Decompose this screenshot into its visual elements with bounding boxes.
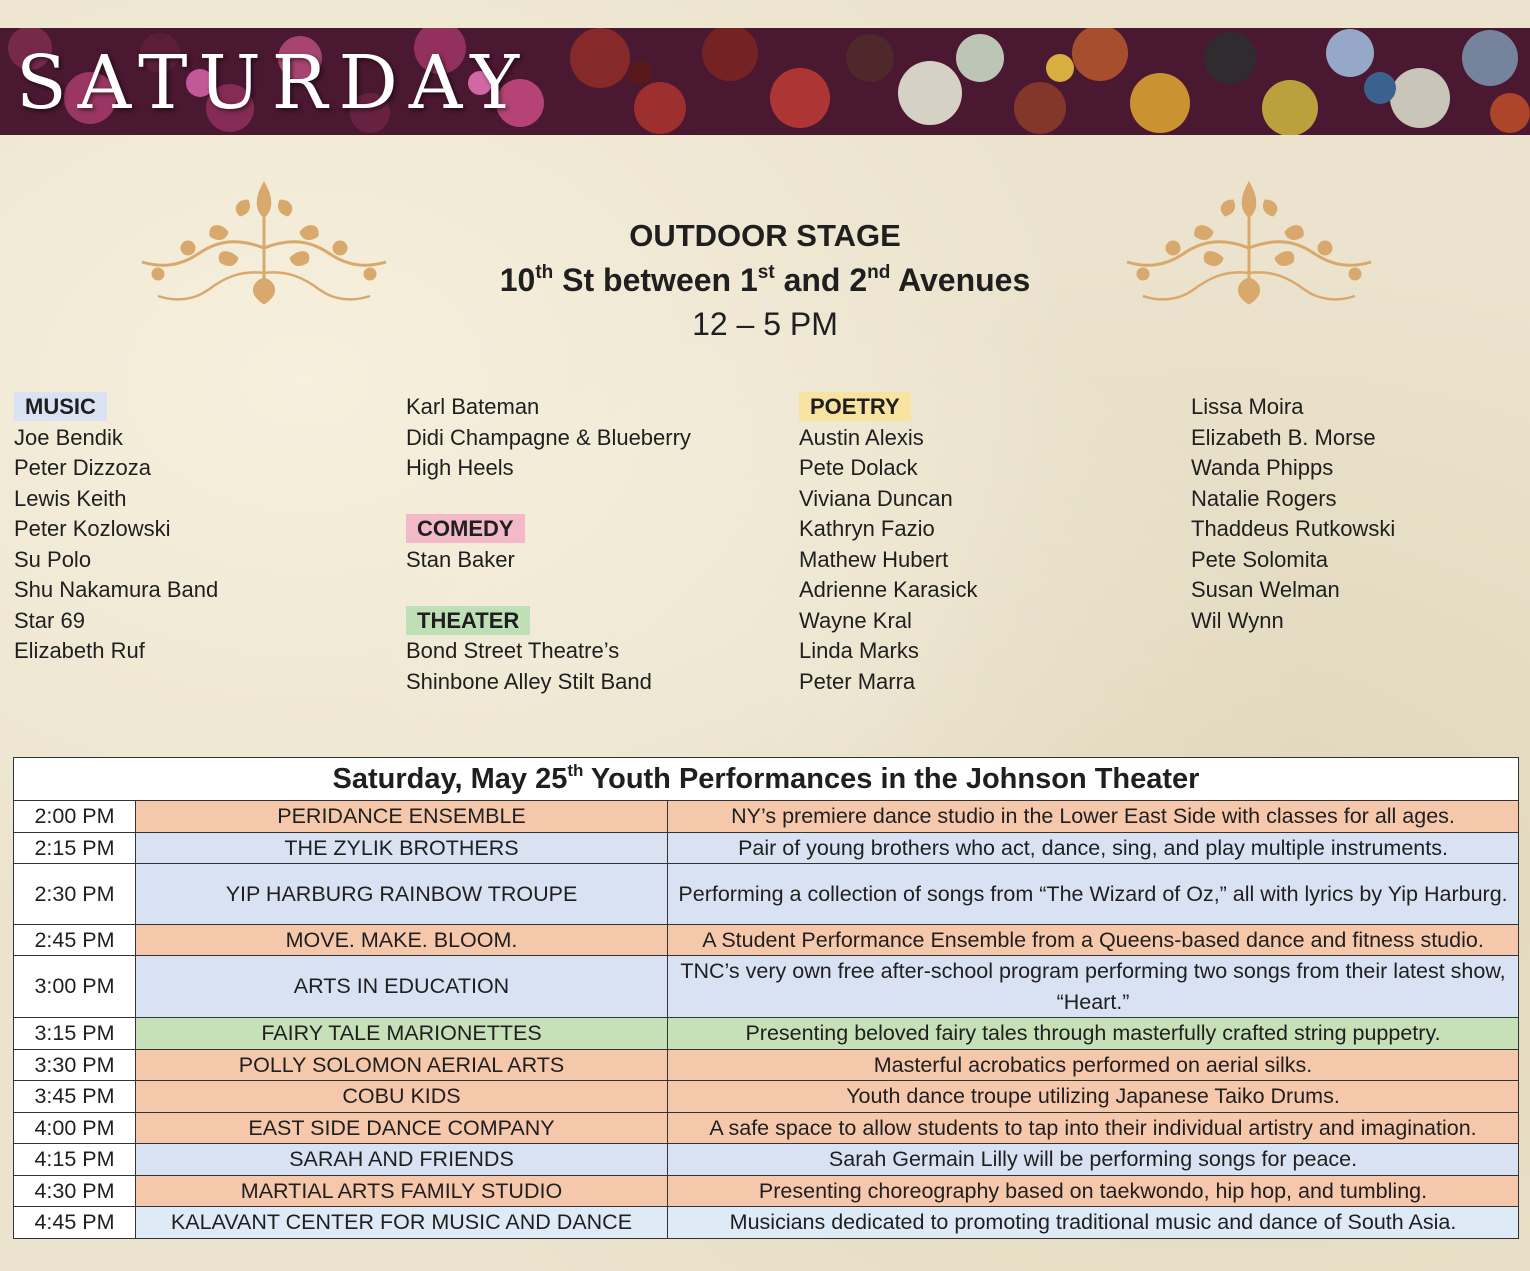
lineup-column-music-comedy-theater xyxy=(406,392,691,697)
performer-name: Lewis Keith xyxy=(14,485,127,511)
saturday-banner xyxy=(0,28,1530,135)
performer-name: Pete Dolack xyxy=(799,455,918,480)
performer-name: Bond Street Theatre’s xyxy=(406,638,620,663)
performance-time: 3:45 PM xyxy=(14,1081,136,1113)
table-row xyxy=(14,924,1519,956)
performance-time: 3:30 PM xyxy=(14,1049,136,1081)
performer-name: Lissa Moira xyxy=(1191,394,1304,419)
table-row xyxy=(14,832,1519,864)
performance-time: 2:30 PM xyxy=(14,864,136,925)
performer-name: Natalie Rogers xyxy=(1191,485,1337,511)
performer-group: COBU KIDS xyxy=(136,1081,668,1113)
table-row xyxy=(14,1144,1519,1176)
banner-title: SATURDAY xyxy=(16,40,531,126)
performance-time: 4:15 PM xyxy=(14,1144,136,1176)
performer-name: Elizabeth B. Morse xyxy=(1191,424,1376,450)
performance-time: 4:30 PM xyxy=(14,1175,136,1207)
table-row xyxy=(14,1018,1519,1050)
performer-name: Thaddeus Rutkowski xyxy=(1191,516,1396,541)
performance-time: 4:00 PM xyxy=(14,1112,136,1144)
stage-time: 12 – 5 PM xyxy=(692,306,838,342)
performer-name: Linda Marks xyxy=(799,638,919,663)
performer-group: YIP HARBURG RAINBOW TROUPE xyxy=(136,864,668,925)
performer-name: High Heels xyxy=(406,455,514,480)
performer-group: THE ZYLIK BROTHERS xyxy=(136,832,668,864)
performance-description: TNC’s very own free after-school program performing two songs from their latest show, “Heart.” xyxy=(668,956,1519,1018)
table-row xyxy=(14,956,1519,1018)
lineup-column-poetry-continued xyxy=(1191,392,1395,636)
performer-name: Wayne Kral xyxy=(799,607,912,633)
poetry-category-label: POETRY xyxy=(799,392,911,421)
table-row xyxy=(14,1207,1519,1239)
performer-name: Shu Nakamura Band xyxy=(14,577,219,602)
performer-name: Stan Baker xyxy=(406,546,515,572)
music-category-label: MUSIC xyxy=(14,392,107,421)
performer-name: Karl Bateman xyxy=(406,394,540,419)
performer-group: PERIDANCE ENSEMBLE xyxy=(136,801,668,833)
performer-name: Su Polo xyxy=(14,546,92,572)
stage-title: OUTDOOR STAGE xyxy=(629,218,901,253)
performer-name: Elizabeth Ruf xyxy=(14,638,145,663)
performer-name: Peter Marra xyxy=(799,668,916,694)
youth-performances-table xyxy=(13,757,1519,1239)
performer-name: Viviana Duncan xyxy=(799,485,953,511)
table-row xyxy=(14,864,1519,925)
performance-description: Performing a collection of songs from “The Wizard of Oz,” all with lyrics by Yip Harburg. xyxy=(668,864,1519,925)
performer-name: Didi Champagne & Blueberry xyxy=(406,424,691,450)
performer-group: POLLY SOLOMON AERIAL ARTS xyxy=(136,1049,668,1081)
performer-name: Star 69 xyxy=(14,607,85,633)
performance-time: 3:00 PM xyxy=(14,956,136,1018)
table-row xyxy=(14,1175,1519,1207)
performer-name: Kathryn Fazio xyxy=(799,516,935,541)
performance-time: 2:45 PM xyxy=(14,924,136,956)
performer-name: Austin Alexis xyxy=(799,424,924,450)
performance-description: Presenting beloved fairy tales through masterfully crafted string puppetry. xyxy=(668,1018,1519,1050)
performance-description: Masterful acrobatics performed on aerial silks. xyxy=(668,1049,1519,1081)
stage-location: 10th St between 1st and 2nd Avenues xyxy=(499,262,1031,298)
performer-name: Shinbone Alley Stilt Band xyxy=(406,668,652,694)
lineup-column-poetry xyxy=(799,392,978,697)
performance-description: Musicians dedicated to promoting traditional music and dance of South Asia. xyxy=(668,1207,1519,1239)
performer-group: SARAH AND FRIENDS xyxy=(136,1144,668,1176)
performer-group: ARTS IN EDUCATION xyxy=(136,956,668,1018)
performance-description: A Student Performance Ensemble from a Queens-based dance and fitness studio. xyxy=(668,924,1519,956)
table-row xyxy=(14,1081,1519,1113)
performer-name: Peter Kozlowski xyxy=(14,516,171,541)
performer-name: Peter Dizzoza xyxy=(14,455,151,480)
performer-name: Pete Solomita xyxy=(1191,546,1328,572)
performance-description: Sarah Germain Lilly will be performing songs for peace. xyxy=(668,1144,1519,1176)
performance-time: 3:15 PM xyxy=(14,1018,136,1050)
performance-description: Pair of young brothers who act, dance, sing, and play multiple instruments. xyxy=(668,832,1519,864)
table-row xyxy=(14,1049,1519,1081)
performance-description: Youth dance troupe utilizing Japanese Taiko Drums. xyxy=(668,1081,1519,1113)
table-row xyxy=(14,1112,1519,1144)
theater-category-label: THEATER xyxy=(406,606,530,635)
performance-time: 4:45 PM xyxy=(14,1207,136,1239)
performance-description: A safe space to allow students to tap into their individual artistry and imagination. xyxy=(668,1112,1519,1144)
performer-name: Susan Welman xyxy=(1191,577,1340,602)
performer-name: Adrienne Karasick xyxy=(799,577,978,602)
performer-name: Mathew Hubert xyxy=(799,546,949,572)
performer-group: EAST SIDE DANCE COMPANY xyxy=(136,1112,668,1144)
performer-name: Wanda Phipps xyxy=(1191,455,1334,480)
performance-description: NY’s premiere dance studio in the Lower East Side with classes for all ages. xyxy=(668,801,1519,833)
performance-time: 2:00 PM xyxy=(14,801,136,833)
performer-group: KALAVANT CENTER FOR MUSIC AND DANCE xyxy=(136,1207,668,1239)
performer-group: FAIRY TALE MARIONETTES xyxy=(136,1018,668,1050)
schedule-title: Saturday, May 25th Youth Performances in the Johnson Theater xyxy=(14,758,1519,801)
performance-time: 2:15 PM xyxy=(14,832,136,864)
performer-group: MOVE. MAKE. BLOOM. xyxy=(136,924,668,956)
lineup-column-music xyxy=(14,392,218,667)
performer-name: Wil Wynn xyxy=(1191,607,1284,633)
performance-description: Presenting choreography based on taekwondo, hip hop, and tumbling. xyxy=(668,1175,1519,1207)
table-row xyxy=(14,801,1519,833)
performer-name: Joe Bendik xyxy=(14,424,123,450)
comedy-category-label: COMEDY xyxy=(406,514,525,543)
performer-group: MARTIAL ARTS FAMILY STUDIO xyxy=(136,1175,668,1207)
